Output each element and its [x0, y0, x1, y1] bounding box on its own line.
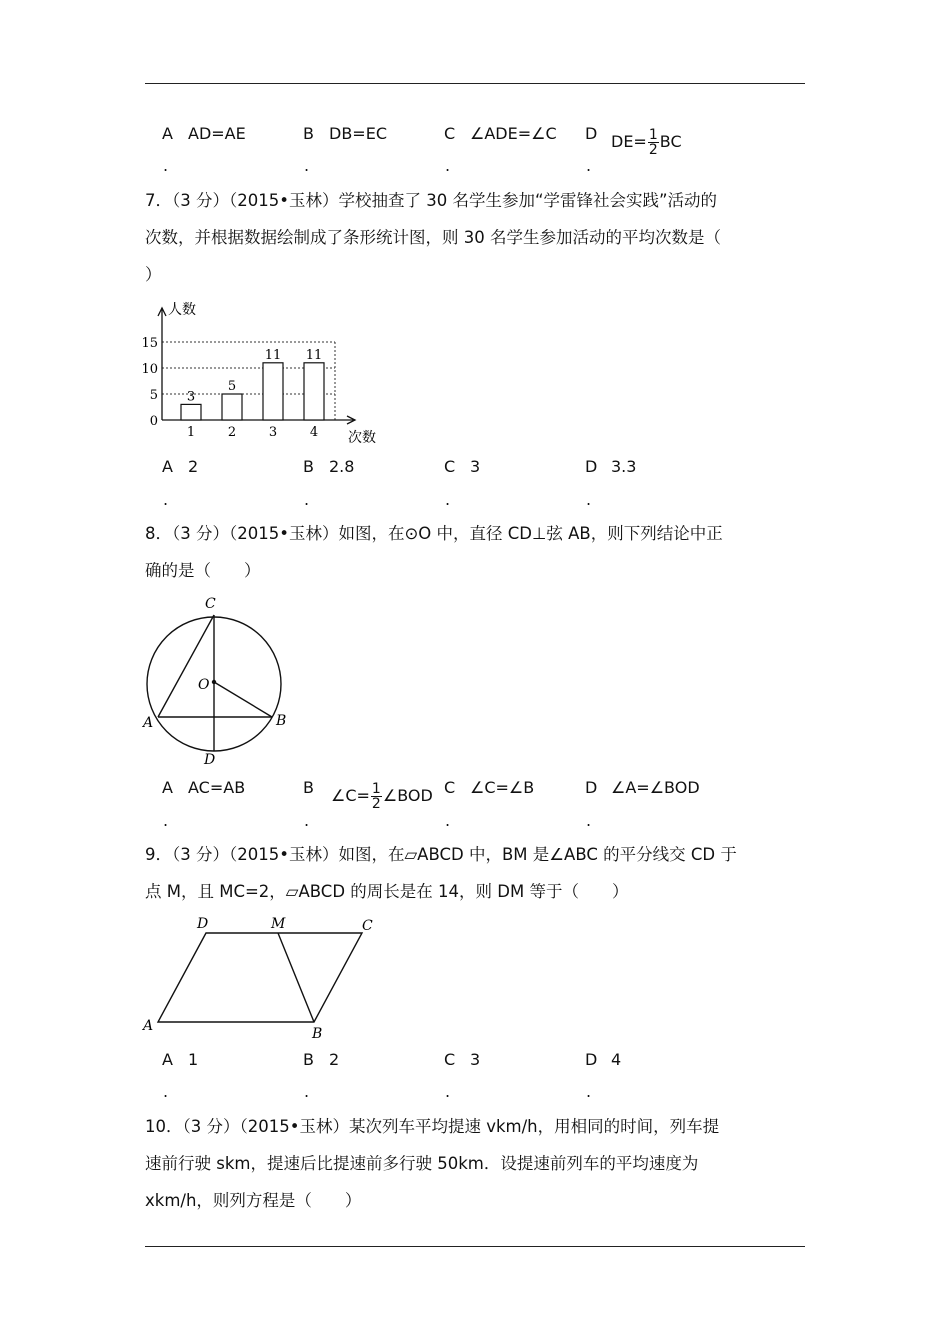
option-dot: . — [445, 1082, 451, 1101]
bar — [181, 404, 201, 420]
question-9 — [145, 836, 805, 910]
option-dot: . — [163, 1082, 169, 1101]
label-b: B — [276, 713, 287, 729]
y-tick-label: 15 — [141, 336, 158, 351]
bar-chart — [140, 296, 390, 446]
option-dot: . — [304, 811, 310, 830]
option-b[interactable]: B — [303, 778, 314, 797]
center-point — [212, 680, 216, 684]
option-dot: . — [163, 490, 169, 509]
label-d: D — [204, 752, 216, 768]
option-c[interactable]: C ∠C=∠B — [444, 778, 535, 797]
y-tick-label: 0 — [149, 414, 158, 429]
option-a[interactable]: A AD=AE — [162, 124, 246, 143]
option-d-expression: DE= $\frac{1}{2}$ BC — [611, 127, 682, 158]
label-d: D — [197, 916, 209, 932]
option-a[interactable]: A 1 — [162, 1050, 199, 1069]
option-c[interactable]: C ∠ADE=∠C — [444, 124, 557, 143]
bar — [304, 363, 324, 420]
question-text: 速前行驶 skm，提速后比提速前多行驶 50km．设提速前列车的平均速度为 — [145, 1154, 699, 1173]
option-dot: . — [445, 490, 451, 509]
header-rule — [145, 83, 805, 84]
label-c: C — [205, 596, 216, 612]
question-text: 点 M，且 MC=2，▱ABCD 的周长是在 14，则 DM 等于（ ） — [145, 882, 629, 901]
parallelogram-diagram — [140, 912, 385, 1042]
question-text: ） — [145, 265, 162, 284]
x-tick-label: 1 — [186, 425, 196, 440]
label-a: A — [143, 715, 154, 731]
option-d[interactable]: D — [585, 124, 598, 143]
option-b-expression: ∠C= $\frac{1}{2}$ ∠BOD — [331, 781, 433, 812]
question-10 — [145, 1108, 805, 1219]
option-a[interactable]: A AC=AB — [162, 778, 246, 797]
x-tick-label: 3 — [268, 425, 278, 440]
bar-value-label: 11 — [305, 347, 323, 363]
segment-bm — [278, 933, 314, 1022]
fraction: $\frac{1}{2}$ — [371, 781, 381, 812]
bar-value-label: 5 — [227, 379, 237, 394]
segment-ac — [158, 615, 214, 717]
option-d[interactable]: D ∠A=∠BOD — [585, 778, 700, 797]
option-b[interactable]: B 2 — [303, 1050, 340, 1069]
label-c: C — [362, 918, 373, 934]
option-dot: . — [304, 490, 310, 509]
question-text: 确的是（ ） — [145, 561, 261, 580]
question-text: 次数，并根据数据绘制成了条形统计图，则 30 名学生参加活动的平均次数是（ — [145, 228, 721, 247]
bar — [222, 394, 242, 420]
option-b[interactable]: B DB=EC — [303, 124, 387, 143]
option-dot: . — [586, 811, 592, 830]
label-a: A — [143, 1018, 154, 1034]
option-b[interactable]: B 2.8 — [303, 457, 355, 476]
x-axis-title: 次数 — [348, 430, 376, 446]
bar-value-label: 3 — [186, 389, 196, 405]
option-d[interactable]: D 3.3 — [585, 457, 637, 476]
x-tick-label: 2 — [227, 425, 237, 440]
bar-value-label: 11 — [264, 347, 282, 363]
x-tick-label: 4 — [309, 425, 319, 440]
option-a[interactable]: A 2 — [162, 457, 199, 476]
option-c[interactable]: C 3 — [444, 1050, 481, 1069]
y-axis-title: 人数 — [168, 302, 196, 318]
option-dot: . — [586, 1082, 592, 1101]
option-d[interactable]: D 4 — [585, 1050, 622, 1069]
y-tick-label: 5 — [149, 388, 158, 403]
label-b: B — [312, 1026, 323, 1042]
footer-rule — [145, 1246, 805, 1247]
question-text: xkm/h，则列方程是（ ） — [145, 1191, 362, 1210]
option-dot: . — [163, 811, 169, 830]
question-text: 8．（3 分）（2015•玉林）如图，在⊙O 中，直径 CD⊥弦 AB，则下列结论中正 — [145, 524, 723, 543]
segment-ob — [214, 682, 272, 717]
option-dot: . — [445, 156, 451, 175]
option-dot: . — [586, 156, 592, 175]
parallelogram-abcd — [158, 933, 362, 1022]
option-c[interactable]: C 3 — [444, 457, 481, 476]
option-dot: . — [304, 1082, 310, 1101]
question-8 — [145, 515, 805, 589]
fraction: $\frac{1}{2}$ — [648, 127, 658, 158]
bar — [263, 363, 283, 420]
option-dot: . — [445, 811, 451, 830]
option-dot: . — [163, 156, 169, 175]
label-m: M — [271, 916, 286, 932]
question-7 — [145, 182, 805, 293]
option-dot: . — [586, 490, 592, 509]
question-text: 7．（3 分）（2015•玉林）学校抽查了 30 名学生参加“学雷锋社会实践”活动的 — [145, 191, 718, 210]
label-o: O — [198, 677, 210, 693]
circle-diagram — [138, 594, 298, 766]
question-text: 9．（3 分）（2015•玉林）如图，在▱ABCD 中，BM 是∠ABC 的平分线交 CD 于 — [145, 845, 737, 864]
y-tick-label: 10 — [141, 362, 158, 377]
question-text: 10．（3 分）（2015•玉林）某次列车平均提速 vkm/h，用相同的时间，列车提 — [145, 1117, 720, 1136]
option-dot: . — [304, 156, 310, 175]
